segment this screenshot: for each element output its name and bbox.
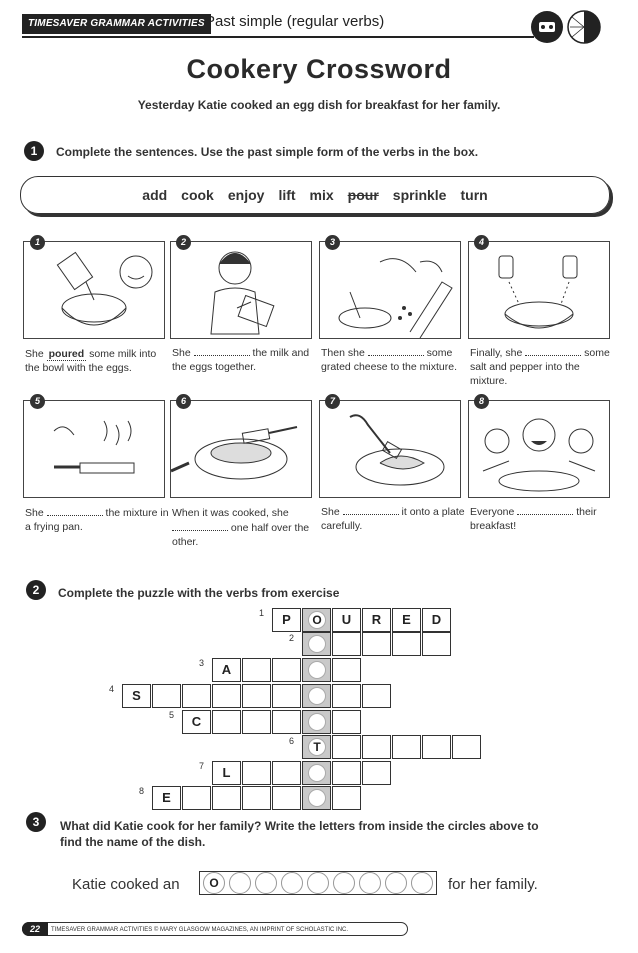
clue-number: 6 — [289, 736, 295, 746]
answer-blank[interactable] — [343, 504, 399, 515]
panel-number: 8 — [474, 394, 489, 409]
pouring-milk-illustration-icon — [24, 242, 164, 338]
crossword-cell[interactable] — [332, 735, 361, 759]
answer-letter-circle[interactable] — [281, 872, 303, 894]
page-title: Cookery Crossword — [186, 54, 452, 84]
crossword-cell-circled[interactable] — [302, 710, 331, 734]
crossword-cell[interactable] — [212, 786, 241, 810]
turning-omelette-illustration-icon — [171, 401, 311, 497]
crossword-cell[interactable]: C — [182, 710, 211, 734]
crossword-cell[interactable] — [332, 786, 361, 810]
crossword-cell[interactable]: E — [152, 786, 181, 810]
crossword-cell[interactable] — [242, 684, 271, 708]
clue-number: 5 — [169, 710, 175, 720]
crossword-cell-circled[interactable] — [302, 786, 331, 810]
crossword-cell-circled[interactable] — [302, 658, 331, 682]
grating-cheese-illustration-icon — [320, 242, 460, 338]
crossword-cell[interactable] — [242, 710, 271, 734]
verb-word: turn — [460, 187, 488, 203]
mixing-bowl-illustration-icon — [171, 242, 311, 338]
answer-letter-circle[interactable] — [307, 872, 329, 894]
crossword-cell[interactable] — [152, 684, 181, 708]
picture-panel-1 — [23, 241, 165, 339]
crossword-cell[interactable]: S — [122, 684, 151, 708]
verb-box — [20, 176, 610, 214]
verb-word: cook — [181, 187, 214, 203]
crossword-cell-circled[interactable]: T — [302, 735, 331, 759]
answer-blank[interactable] — [47, 505, 103, 516]
crossword-cell[interactable] — [212, 684, 241, 708]
panel-caption: When it was cooked, she one half over the other. — [172, 507, 310, 548]
crossword-cell[interactable]: U — [332, 608, 361, 632]
crossword-cell[interactable]: L — [212, 761, 241, 785]
example-answer: poured — [48, 348, 85, 360]
crossword-cell[interactable]: E — [392, 608, 421, 632]
panel-caption: Finally, she some salt and pepper into the mixture. — [470, 347, 610, 387]
crossword-cell[interactable] — [422, 735, 451, 759]
exercise-3-number: 3 — [26, 812, 46, 832]
series-tag: TIMESAVER GRAMMAR ACTIVITIES — [22, 14, 211, 34]
salt-pepper-illustration-icon — [469, 242, 609, 338]
clue-number: 4 — [109, 684, 115, 694]
panel-caption: She it onto a plate carefully. — [321, 506, 465, 532]
crossword-cell[interactable] — [272, 786, 301, 810]
crossword-cell-circled[interactable]: O — [302, 608, 331, 632]
answer-sentence-end: for her family. — [448, 876, 538, 893]
answer-blank[interactable] — [172, 520, 228, 531]
crossword-cell[interactable]: P — [272, 608, 301, 632]
exercise-1-instruction: Complete the sentences. Use the past simple form of the verbs in the box. — [56, 145, 479, 159]
answer-letter-circle[interactable]: O — [203, 872, 225, 894]
crossword-cell[interactable] — [242, 761, 271, 785]
crossword-cell[interactable] — [392, 632, 421, 656]
crossword-cell-circled[interactable] — [302, 632, 331, 656]
exercise-3-instruction: What did Katie cook for her family? Write the letters from inside the circles above to find the name of the dish. — [60, 819, 539, 849]
crossword-cell[interactable] — [422, 632, 451, 656]
answer-blank[interactable] — [194, 345, 250, 356]
header-rule — [22, 36, 534, 38]
crossword-cell[interactable] — [272, 761, 301, 785]
crossword-cell[interactable] — [212, 710, 241, 734]
crossword-cell[interactable] — [332, 632, 361, 656]
crossword-cell[interactable] — [332, 658, 361, 682]
crossword-cell[interactable] — [182, 684, 211, 708]
verb-word: enjoy — [227, 187, 265, 203]
intro-text: Yesterday Katie cooked an egg dish for breakfast for her family. — [137, 98, 501, 112]
crossword-cell[interactable] — [362, 632, 391, 656]
answer-letter-circle[interactable] — [255, 872, 277, 894]
panel-number: 6 — [176, 394, 191, 409]
plate-omelette-illustration-icon — [320, 401, 460, 497]
picture-panel-2 — [170, 241, 312, 339]
crossword-cell[interactable] — [362, 761, 391, 785]
answer-blank[interactable] — [517, 504, 573, 515]
clue-number: 3 — [199, 658, 205, 668]
panel-caption: She the milk and the eggs together. — [172, 347, 310, 373]
answer-blank[interactable] — [368, 345, 424, 356]
picture-panel-4 — [468, 241, 610, 339]
crossword-cell[interactable] — [362, 684, 391, 708]
panel-number: 7 — [325, 394, 340, 409]
crossword-cell[interactable] — [242, 658, 271, 682]
frying-pan-illustration-icon — [24, 401, 164, 497]
crossword-cell[interactable] — [452, 735, 481, 759]
family-breakfast-illustration-icon — [469, 401, 609, 497]
picture-panel-7 — [319, 400, 461, 498]
answer-letter-circle[interactable] — [333, 872, 355, 894]
picture-panel-3 — [319, 241, 461, 339]
answer-sentence-start: Katie cooked an — [72, 876, 180, 893]
crossword-cell-circled[interactable] — [302, 761, 331, 785]
picture-panel-5 — [23, 400, 165, 498]
panel-caption: Then she some grated cheese to the mixture. — [321, 347, 457, 373]
panel-number: 3 — [325, 235, 340, 250]
level-logo-icon — [528, 8, 616, 46]
crossword-cell[interactable]: R — [362, 608, 391, 632]
verb-word: mix — [309, 187, 334, 203]
unit-subtitle: Past simple (regular verbs) — [205, 13, 385, 30]
crossword-cell[interactable] — [332, 710, 361, 734]
crossword-cell[interactable] — [272, 658, 301, 682]
answer-letter-circle[interactable] — [359, 872, 381, 894]
verb-word: add — [142, 187, 168, 203]
crossword-cell[interactable] — [332, 761, 361, 785]
panel-number: 1 — [30, 235, 45, 250]
verb-word: lift — [278, 187, 296, 203]
clue-number: 1 — [259, 608, 265, 618]
panel-number: 4 — [474, 235, 489, 250]
panel-number: 2 — [176, 235, 191, 250]
crossword-cell[interactable] — [332, 684, 361, 708]
crossword-cell-circled[interactable] — [302, 684, 331, 708]
panel-caption: Everyone their breakfast! — [470, 506, 597, 532]
panel-caption: She poured some milk into the bowl with the eggs. — [25, 348, 157, 374]
crossword-cell[interactable] — [182, 786, 211, 810]
crossword-cell[interactable] — [392, 735, 421, 759]
dish-answer-box — [199, 871, 437, 895]
page-number: 22 — [22, 922, 48, 936]
clue-number: 2 — [289, 633, 295, 643]
picture-panel-8 — [468, 400, 610, 498]
crossword-cell[interactable] — [272, 684, 301, 708]
crossword-cell[interactable] — [242, 786, 271, 810]
panel-caption: She the mixture in a frying pan. — [25, 507, 169, 533]
clue-number: 7 — [199, 761, 205, 771]
answer-blank[interactable] — [525, 345, 581, 356]
footer-copyright: TIMESAVER GRAMMAR ACTIVITIES © MARY GLASGOW MAGAZINES, AN IMPRINT OF SCHOLASTIC INC. — [22, 922, 408, 936]
answer-letter-circle[interactable] — [385, 872, 407, 894]
crossword-cell[interactable] — [272, 710, 301, 734]
answer-letter-circle[interactable] — [229, 872, 251, 894]
verb-word-crossed: pour — [347, 187, 379, 203]
crossword-cell[interactable]: D — [422, 608, 451, 632]
clue-number: 8 — [139, 786, 145, 796]
exercise-2-instruction: Complete the puzzle with the verbs from exercise — [58, 586, 340, 600]
answer-letter-circle[interactable] — [411, 872, 433, 894]
exercise-2-number: 2 — [26, 580, 46, 600]
crossword-cell[interactable] — [362, 735, 391, 759]
crossword-cell[interactable]: A — [212, 658, 241, 682]
picture-panel-6 — [170, 400, 312, 498]
verb-word: sprinkle — [392, 187, 447, 203]
exercise-1-number: 1 — [24, 141, 44, 161]
panel-number: 5 — [30, 394, 45, 409]
